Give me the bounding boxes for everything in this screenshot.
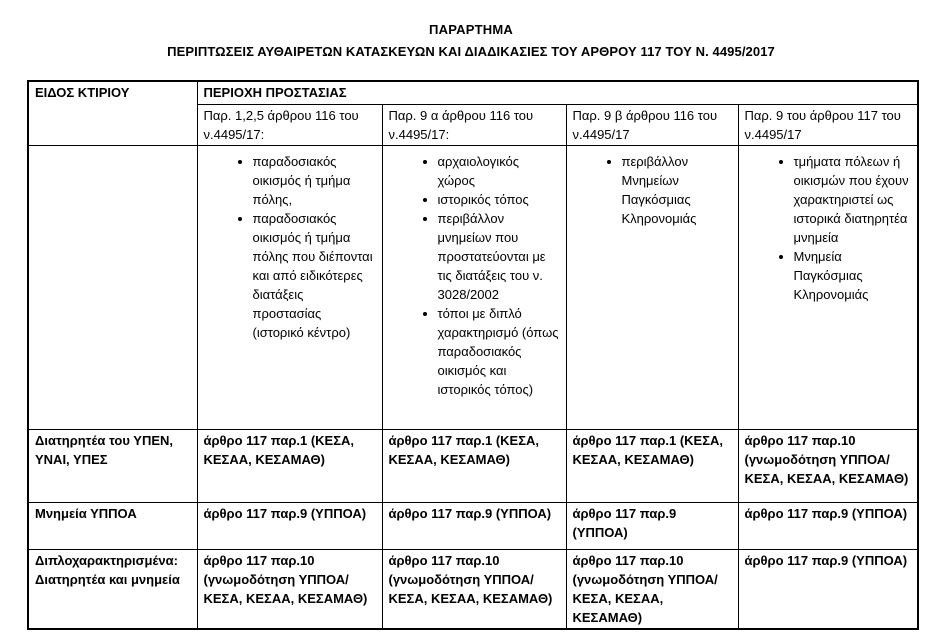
protection-cases-table — [27, 80, 919, 630]
cell: άρθρο 117 παρ.1 (ΚΕΣΑ, ΚΕΣΑΑ, ΚΕΣΑΜΑΘ) — [566, 430, 738, 503]
cell: άρθρο 117 παρ.10 (γνωμοδότηση ΥΠΠΟΑ/ΚΕΣΑ, ΚΕΣΑΑ, ΚΕΣΑΜΑΘ) — [738, 430, 918, 503]
cell-bullet-list-par-9b — [566, 146, 738, 430]
column-header-par-9-art-117: Παρ. 9 του άρθρου 117 του ν.4495/17 — [738, 105, 918, 146]
table-row-protection-area-definitions — [28, 146, 918, 430]
column-group-header-protection-area: ΠΕΡΙΟΧΗ ΠΡΟΣΤΑΣΙΑΣ — [197, 81, 918, 105]
table-row-monuments-yppoa — [28, 503, 918, 550]
cell: άρθρο 117 παρ.9 (ΥΠΠΟΑ) — [738, 503, 918, 550]
bullet-item: • τόποι με διπλό χαρακτηρισμό (όπως παραδοσιακός οικισμός και ιστορικός τόπος) — [438, 304, 560, 399]
cell: άρθρο 117 παρ.1 (ΚΕΣΑ, ΚΕΣΑΑ, ΚΕΣΑΜΑΘ) — [382, 430, 566, 503]
bullet-item: • περιβάλλον Μνημείων Παγκόσμιας Κληρονομιάς — [622, 152, 732, 228]
row-label: Διπλοχαρακτηρισμένα: Διατηρητέα και μνημεία — [28, 550, 197, 630]
cell-bullet-list-par-9a — [382, 146, 566, 430]
cell: άρθρο 117 παρ.9 (ΥΠΠΟΑ) — [566, 503, 738, 550]
bullet-item: • τμήματα πόλεων ή οικισμών που έχουν χαρακτηριστεί ως ιστορικά διατηρητέα μνημεία — [794, 152, 912, 247]
bullet-item: • Μνημεία Παγκόσμιας Κληρονομιάς — [794, 247, 912, 304]
empty-cell — [28, 146, 197, 430]
bullet-item: • ιστορικός τόπος — [438, 190, 560, 209]
bullet-item: • αρχαιολογικός χώρος — [438, 152, 560, 190]
cell: άρθρο 117 παρ.10 (γνωμοδότηση ΥΠΠΟΑ/ΚΕΣΑ, ΚΕΣΑΑ, ΚΕΣΑΜΑΘ) — [197, 550, 382, 630]
cell: άρθρο 117 παρ.1 (ΚΕΣΑ, ΚΕΣΑΑ, ΚΕΣΑΜΑΘ) — [197, 430, 382, 503]
cell: άρθρο 117 παρ.10 (γνωμοδότηση ΥΠΠΟΑ/ΚΕΣΑ, ΚΕΣΑΑ, ΚΕΣΑΜΑΘ) — [382, 550, 566, 630]
cell: άρθρο 117 παρ.9 (ΥΠΠΟΑ) — [197, 503, 382, 550]
bullet-list — [389, 152, 560, 399]
bullet-list — [204, 152, 376, 342]
cell-bullet-list-par-9-art-117 — [738, 146, 918, 430]
cell: άρθρο 117 παρ.9 (ΥΠΠΟΑ) — [738, 550, 918, 630]
row-label: Μνημεία ΥΠΠΟΑ — [28, 503, 197, 550]
cell-bullet-list-par-125 — [197, 146, 382, 430]
document-subtitle: ΠΕΡΙΠΤΩΣΕΙΣ ΑΥΘΑΙΡΕΤΩΝ ΚΑΤΑΣΚΕΥΩΝ ΚΑΙ ΔΙΑΔΙΚΑΣΙΕΣ ΤΟΥ ΑΡΘΡΟΥ 117 ΤΟΥ Ν. 4495/2017 — [167, 44, 775, 59]
column-header-par-125-art-116: Παρ. 1,2,5 άρθρου 116 του ν.4495/17: — [197, 105, 382, 146]
table-header-row-group — [28, 81, 918, 105]
row-label: Διατηρητέα του ΥΠΕΝ, ΥΝΑΙ, ΥΠΕΣ — [28, 430, 197, 503]
table-row-dual-designation — [28, 550, 918, 630]
bullet-item: • παραδοσιακός οικισμός ή τμήμα πόλης που διέπονται και από ειδικότερες διατάξεις προστασίας (ιστορικό κέντρο) — [253, 209, 376, 342]
bullet-item: • περιβάλλον μνημείων που προστατεύονται με τις διατάξεις του ν. 3028/2002 — [438, 209, 560, 304]
column-header-par-9b-art-116: Παρ. 9 β άρθρου 116 του ν.4495/17 — [566, 105, 738, 146]
table-row-listed-ypen — [28, 430, 918, 503]
bullet-list — [573, 152, 732, 228]
column-header-building-type: ΕΙΔΟΣ ΚΤΙΡΙΟΥ — [28, 81, 197, 146]
column-header-par-9a-art-116: Παρ. 9 α άρθρου 116 του ν.4495/17: — [382, 105, 566, 146]
bullet-item: • παραδοσιακός οικισμός ή τμήμα πόλης, — [253, 152, 376, 209]
cell: άρθρο 117 παρ.9 (ΥΠΠΟΑ) — [382, 503, 566, 550]
bullet-list — [745, 152, 912, 304]
document-title: ΠΑΡΑΡΤΗΜΑ — [429, 22, 513, 37]
cell: άρθρο 117 παρ.10 (γνωμοδότηση ΥΠΠΟΑ/ΚΕΣΑ, ΚΕΣΑΑ, ΚΕΣΑΜΑΘ) — [566, 550, 738, 630]
